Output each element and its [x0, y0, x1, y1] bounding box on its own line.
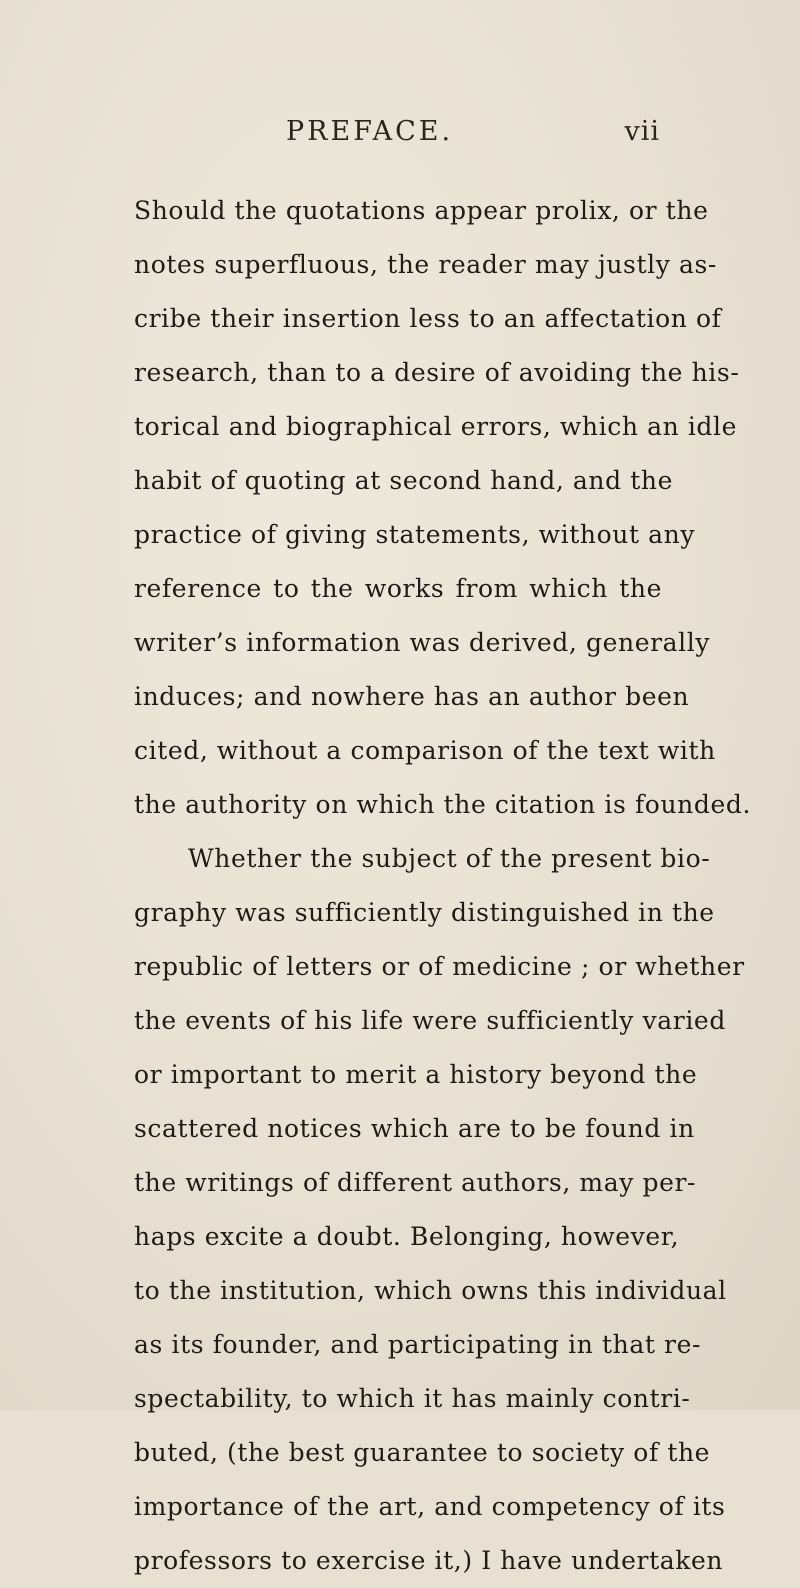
text-line: research, than to a desire of avoiding the his-	[134, 358, 740, 387]
text-line: cited, without a comparison of the text with	[134, 736, 716, 765]
text-line: reference to the works from which the	[134, 574, 662, 603]
text-line: scattered notices which are to be found in	[134, 1114, 695, 1143]
page-number: vii	[624, 116, 660, 147]
text-line: spectability, to which it has mainly contri-	[134, 1384, 691, 1413]
text-line: writer’s information was derived, generally	[134, 628, 711, 657]
text-line: the events of his life were sufficiently varied	[134, 1006, 726, 1035]
text-line: as its founder, and participating in that re-	[134, 1330, 702, 1359]
text-line: to the institution, which owns this individual	[134, 1276, 727, 1305]
running-head-title: PREFACE.	[286, 116, 454, 147]
text-line: the writings of different authors, may per-	[134, 1168, 697, 1197]
text-line: cribe their insertion less to an affectation of	[134, 304, 722, 333]
text-line: haps excite a doubt. Belonging, however,	[134, 1222, 680, 1251]
text-line: notes superfluous, the reader may justly as-	[134, 250, 717, 279]
text-line: practice of giving statements, without any	[134, 520, 696, 549]
text-line: habit of quoting at second hand, and the	[134, 466, 674, 495]
text-line: republic of letters or of medicine ; or whether	[134, 952, 745, 981]
text-line: professors to exercise it,) I have undertaken	[134, 1546, 724, 1575]
text-line: induces; and nowhere has an author been	[134, 682, 690, 711]
running-head	[0, 116, 800, 156]
text-line: buted, (the best guarantee to society of the	[134, 1438, 711, 1467]
paragraph-start-line: Whether the subject of the present bio-	[188, 844, 711, 873]
text-line: torical and biographical errors, which an idle	[134, 412, 738, 441]
text-line: importance of the art, and competency of its	[134, 1492, 726, 1521]
body-text	[134, 184, 752, 1588]
paragraph-end-line: the authority on which the citation is founded.	[134, 790, 752, 819]
text-line: graphy was sufficiently distinguished in the	[134, 898, 715, 927]
text-line: or important to merit a history beyond the	[134, 1060, 698, 1089]
text-line: Should the quotations appear prolix, or the	[134, 196, 709, 225]
